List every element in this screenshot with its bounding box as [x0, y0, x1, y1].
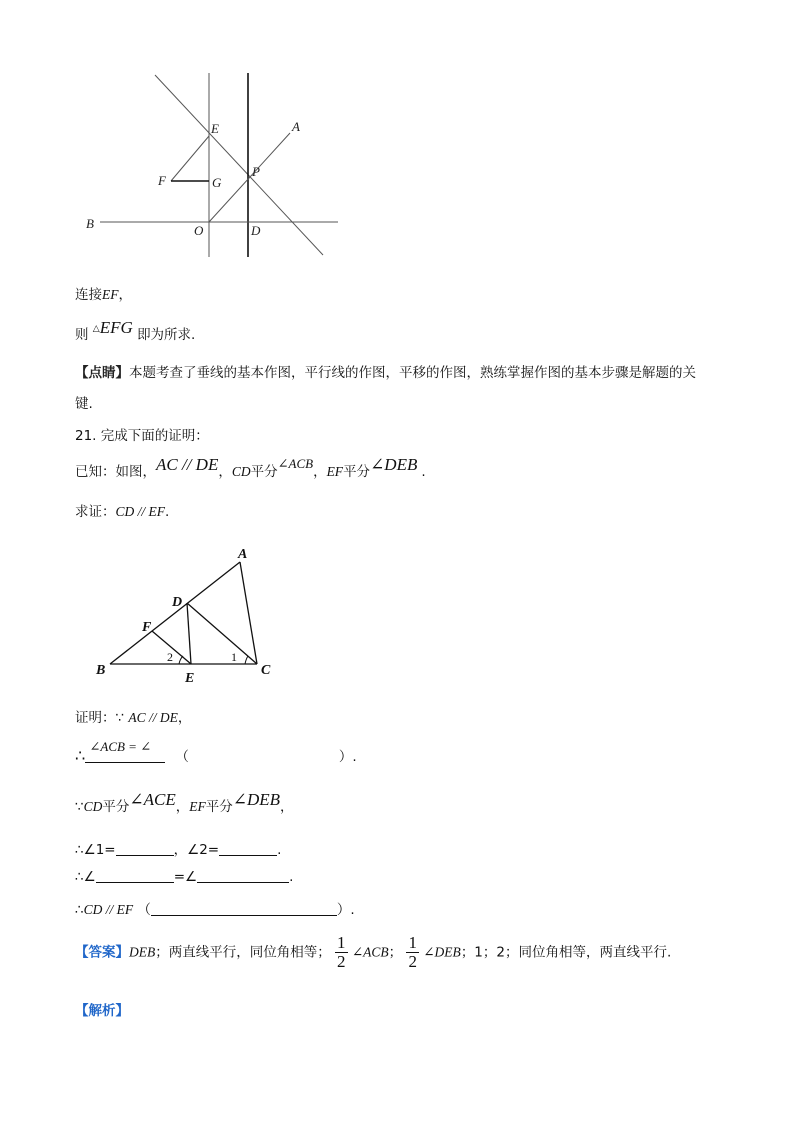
prove-prefix: 求证： [75, 504, 116, 520]
frac-den: 2 [408, 952, 417, 971]
label-g: G [212, 175, 222, 190]
rparen-1: ）. [338, 749, 357, 765]
because2-bisect-1: 平分 [102, 799, 130, 815]
angle-label-1: 1 [231, 650, 237, 664]
therefore3-angle: ∠ [83, 869, 96, 885]
proof-line-1 [75, 706, 191, 726]
because2-end: ， [280, 799, 294, 815]
therefore-symbol: ∴ [75, 746, 86, 765]
because1-stmt: AC // DE [128, 710, 178, 725]
connect-suffix: ， [118, 287, 132, 303]
connect-prefix: 连接 [75, 287, 102, 303]
answer-deb: DEB [129, 944, 156, 960]
given-angle-acb: ∠ACB [277, 456, 314, 471]
given-ac-de: AC // DE [156, 455, 219, 474]
given-bisect-2: 平分 [343, 464, 371, 480]
because2-ef: EF [189, 799, 206, 814]
dianjing-tag: 【点睛】 [75, 365, 129, 381]
label-c: C [261, 663, 271, 678]
therefore2-end: . [277, 842, 282, 858]
given-bisect-1: 平分 [250, 464, 278, 480]
proof-line-6 [75, 898, 355, 918]
answer-tail: ；1；2；同位角相等，两直线平行. [460, 944, 672, 961]
dianjing-line1 [75, 361, 696, 381]
therefore3-end: . [289, 869, 294, 885]
then-var: EFG [99, 318, 133, 337]
therefore-symbol-4: ∴ [75, 902, 84, 918]
label-e: E [211, 121, 219, 136]
given-line [75, 455, 426, 480]
because2-comma: ， [175, 799, 190, 815]
reason-blank-2[interactable] [151, 901, 337, 916]
segment-de [187, 603, 191, 664]
label-f: F [142, 620, 152, 635]
label-b: B [86, 216, 94, 231]
therefore3-eq: =∠ [173, 869, 198, 885]
label-f: F [158, 173, 166, 188]
label-d: D [251, 223, 261, 238]
therefore1-stmt: ∠ACB = ∠ [89, 739, 152, 754]
because2-bisect-2: 平分 [205, 799, 233, 815]
proof-line-2 [75, 739, 357, 765]
proof-label: 证明： [75, 710, 116, 726]
given-cd: CD [231, 464, 251, 479]
therefore2-sep: ， [173, 842, 188, 858]
segment-dc [187, 603, 257, 664]
rparen-2: ）. [336, 902, 355, 918]
given-ef: EF [326, 464, 344, 479]
proof-line-3 [75, 790, 294, 815]
fraction-half-1 [335, 934, 348, 971]
given-angle-deb: ∠DEB [370, 455, 418, 474]
prove-period: . [165, 504, 170, 520]
angle-arc-2 [179, 656, 183, 664]
frac-num: 1 [408, 933, 417, 952]
label-a: A [292, 119, 300, 134]
segment-ba [110, 562, 240, 664]
because-symbol: ∵ [115, 710, 125, 726]
angle-label-2: 2 [167, 650, 173, 664]
frac-den: 2 [337, 952, 346, 971]
given-prefix: 已知：如图， [75, 464, 156, 480]
angle1-eq: ∠1= [83, 842, 116, 858]
question-21-title: 21. 完成下面的证明： [75, 428, 209, 444]
angle-arc-1 [245, 656, 248, 664]
construction-figure [80, 65, 360, 265]
answer-tag: 【答案】 [75, 944, 129, 961]
then-line [75, 318, 195, 343]
prove-line [75, 500, 169, 520]
connect-var: EF [102, 287, 119, 302]
therefore-symbol-3: ∴ [75, 869, 84, 885]
because1-comma: ， [177, 710, 192, 726]
answer-semicolon: ； [388, 944, 403, 961]
label-e: E [185, 671, 195, 686]
prove-stmt: CD // EF [115, 504, 165, 519]
answer-angle-acb: ∠ACB [351, 944, 389, 960]
blank-angle-left[interactable] [96, 868, 174, 883]
proof-line-4 [75, 838, 281, 858]
label-p: P [252, 164, 260, 179]
jiexi-tag: 【解析】 [75, 1003, 129, 1019]
because2-angle-ace: ∠ACE [129, 790, 176, 809]
segment-fe [171, 136, 209, 181]
lparen-2: （ [137, 902, 151, 918]
dianjing-text: 本题考查了垂线的基本作图，平行线的作图，平移的作图，熟练掌握作图的基本步骤是解题的关 [129, 365, 696, 381]
proof-line-5 [75, 868, 293, 885]
because-symbol-2: ∵ [75, 799, 84, 815]
therefore-symbol-2: ∴ [75, 842, 84, 858]
triangle-symbol: △ [92, 324, 100, 334]
answer-reason-1: ；两直线平行，同位角相等； [155, 944, 331, 961]
label-d: D [172, 595, 183, 610]
segment-ac [240, 562, 257, 664]
because2-angle-deb: ∠DEB [232, 790, 281, 809]
answer-angle-deb: ∠DEB [423, 944, 461, 960]
angle2-eq: ∠2= [187, 842, 220, 858]
because2-cd: CD [83, 799, 103, 814]
blank-angle1[interactable] [116, 841, 174, 856]
label-b: B [96, 663, 106, 678]
then-suffix: 即为所求. [137, 327, 196, 343]
lparen-1: （ [175, 749, 189, 765]
frac-num: 1 [337, 933, 346, 952]
jiexi-line [75, 999, 129, 1019]
given-comma: ， [218, 464, 232, 480]
label-o: O [194, 223, 204, 238]
label-a: A [238, 547, 248, 562]
then-prefix: 则 [75, 327, 89, 343]
blank-angle-right[interactable] [197, 868, 289, 883]
dianjing-line2: 键. [75, 396, 93, 412]
diagonal-line [155, 75, 323, 255]
therefore4-stmt: CD // EF [83, 902, 134, 917]
given-period: . [421, 464, 426, 480]
fraction-half-2 [406, 934, 419, 971]
connect-line [75, 283, 132, 303]
answer-line [75, 934, 671, 971]
given-comma-2: ， [313, 464, 327, 480]
blank-angle2[interactable] [219, 841, 277, 856]
triangle-figure [90, 540, 290, 688]
